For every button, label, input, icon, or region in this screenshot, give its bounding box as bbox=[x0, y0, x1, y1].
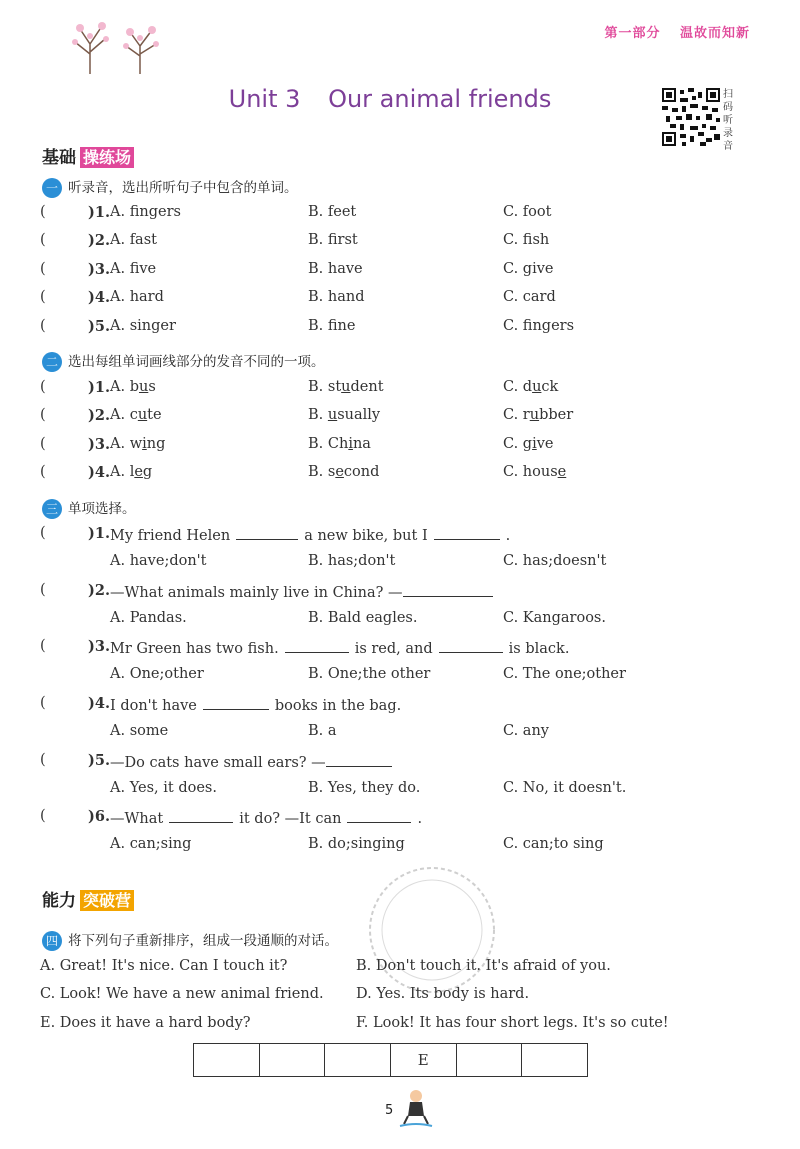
ability-label: 能力 bbox=[42, 891, 76, 911]
answer-paren[interactable]: ( bbox=[40, 379, 46, 395]
fill-blank[interactable] bbox=[347, 808, 411, 823]
answer-paren[interactable]: ( bbox=[40, 582, 46, 598]
answer-cell[interactable] bbox=[325, 1044, 391, 1077]
underlined-letters: u bbox=[532, 379, 542, 395]
part1-instruction-text: 听录音，选出所听句子中包含的单词。 bbox=[68, 180, 298, 196]
option-a: A. can;sing bbox=[110, 836, 192, 852]
answer-cell[interactable] bbox=[194, 1044, 260, 1077]
basic-highlight: 操练场 bbox=[80, 147, 134, 168]
unit-name: Our animal friends bbox=[328, 85, 552, 113]
option-a: A. have;don't bbox=[110, 553, 207, 569]
question-row bbox=[40, 582, 760, 606]
option-c: C. fingers bbox=[503, 318, 575, 334]
option-c: C. can;to sing bbox=[503, 836, 604, 852]
question-row bbox=[40, 695, 760, 719]
question-number: )4. bbox=[88, 464, 110, 481]
option-a: A. singer bbox=[110, 318, 176, 334]
fill-blank[interactable] bbox=[326, 752, 392, 767]
question-row bbox=[40, 318, 760, 342]
sentence-a: A. Great! It's nice. Can I touch it? bbox=[40, 958, 288, 974]
question-row bbox=[40, 808, 760, 832]
underlined-letters: i bbox=[532, 436, 537, 452]
question-number: )3. bbox=[88, 261, 110, 278]
answer-paren[interactable]: ( bbox=[40, 436, 46, 452]
answer-paren[interactable]: ( bbox=[40, 318, 46, 334]
question-row bbox=[40, 407, 760, 431]
option-c: C. give bbox=[503, 261, 554, 277]
options-row bbox=[40, 610, 760, 634]
part1-instruction bbox=[42, 176, 298, 198]
answer-table bbox=[193, 1043, 588, 1077]
answer-paren[interactable]: ( bbox=[40, 289, 46, 305]
question-number: )1. bbox=[88, 525, 110, 542]
options-row bbox=[40, 666, 760, 690]
option-a: A. cute bbox=[110, 407, 162, 423]
unit-label: Unit 3 bbox=[228, 85, 301, 113]
question-number: )4. bbox=[88, 289, 110, 306]
answer-paren[interactable]: ( bbox=[40, 232, 46, 248]
fill-blank[interactable] bbox=[169, 808, 233, 823]
question-row bbox=[40, 379, 760, 403]
stamp-watermark bbox=[362, 860, 502, 1000]
sentence-c: C. Look! We have a new animal friend. bbox=[40, 986, 324, 1002]
option-c: C. fish bbox=[503, 232, 550, 248]
answer-paren[interactable]: ( bbox=[40, 638, 46, 654]
underlined-letters: u bbox=[341, 379, 351, 395]
fill-blank[interactable] bbox=[285, 638, 349, 653]
underlined-letters: u bbox=[138, 379, 149, 395]
option-b: B. have bbox=[308, 261, 363, 277]
question-number: )4. bbox=[88, 695, 110, 712]
option-b: B. first bbox=[308, 232, 358, 248]
header-section bbox=[590, 22, 750, 41]
question-row bbox=[40, 289, 760, 313]
answer-cell[interactable] bbox=[259, 1044, 325, 1077]
question-number: )2. bbox=[88, 582, 110, 599]
sentence-b: B. Don't touch it. It's afraid of you. bbox=[356, 958, 611, 974]
option-a: A. One;other bbox=[110, 666, 204, 682]
option-c: C. duck bbox=[503, 379, 559, 395]
options-row bbox=[40, 836, 760, 860]
underlined-letters: u bbox=[137, 407, 148, 423]
part1-badge: 一 bbox=[42, 178, 62, 198]
question-stem: I don't have books in the bag. bbox=[110, 695, 401, 714]
option-a: A. wing bbox=[110, 436, 166, 452]
sentence-e: E. Does it have a hard body? bbox=[40, 1015, 251, 1031]
answer-paren[interactable]: ( bbox=[40, 407, 46, 423]
underlined-letters: i bbox=[348, 436, 353, 452]
question-stem: —What it do? —It can . bbox=[110, 808, 422, 827]
ability-section-heading bbox=[42, 886, 134, 911]
part2-instruction-text: 选出每组单词画线部分的发音不同的一项。 bbox=[68, 354, 325, 370]
option-a: A. leg bbox=[110, 464, 153, 480]
question-row bbox=[40, 261, 760, 285]
question-number: )5. bbox=[88, 318, 110, 335]
option-a: A. fast bbox=[110, 232, 157, 248]
question-row bbox=[40, 525, 760, 549]
answer-paren[interactable]: ( bbox=[40, 525, 46, 541]
option-b: B. second bbox=[308, 464, 380, 480]
answer-cell[interactable] bbox=[522, 1044, 588, 1077]
underlined-letters: i bbox=[142, 436, 147, 452]
option-a: A. hard bbox=[110, 289, 164, 305]
question-number: )3. bbox=[88, 436, 110, 453]
answer-paren[interactable]: ( bbox=[40, 695, 46, 711]
question-number: )6. bbox=[88, 808, 110, 825]
answer-paren[interactable]: ( bbox=[40, 261, 46, 277]
option-c: C. No, it doesn't. bbox=[503, 780, 627, 796]
question-number: )1. bbox=[88, 379, 110, 396]
option-b: B. do;singing bbox=[308, 836, 405, 852]
answer-cell[interactable] bbox=[456, 1044, 522, 1077]
option-a: A. five bbox=[110, 261, 157, 277]
trees-illustration bbox=[60, 14, 170, 76]
part4-instruction bbox=[42, 929, 338, 951]
part2-badge: 二 bbox=[42, 352, 62, 372]
header-part: 第一部分 bbox=[604, 26, 661, 41]
option-b: B. student bbox=[308, 379, 384, 395]
option-b: B. has;don't bbox=[308, 553, 396, 569]
option-c: C. card bbox=[503, 289, 556, 305]
page-number: 5 bbox=[385, 1103, 394, 1118]
option-c: C. any bbox=[503, 723, 549, 739]
underlined-letters: e bbox=[335, 464, 344, 480]
option-c: C. house bbox=[503, 464, 567, 480]
option-c: C. The one;other bbox=[503, 666, 626, 682]
option-c: C. Kangaroos. bbox=[503, 610, 606, 626]
sentence-d: D. Yes. Its body is hard. bbox=[356, 986, 530, 1002]
options-row bbox=[40, 723, 760, 747]
sentence-f: F. Look! It has four short legs. It's so cute! bbox=[356, 1015, 669, 1031]
part4-instruction-text: 将下列句子重新排序，组成一段通顺的对话。 bbox=[68, 933, 338, 949]
header-section-name: 温故而知新 bbox=[679, 26, 750, 41]
underlined-letters: u bbox=[327, 407, 338, 423]
option-b: B. usually bbox=[308, 407, 381, 423]
option-c: C. give bbox=[503, 436, 554, 452]
answer-paren[interactable]: ( bbox=[40, 808, 46, 824]
fill-blank[interactable] bbox=[434, 525, 500, 540]
option-c: C. has;doesn't bbox=[503, 553, 607, 569]
option-b: B. a bbox=[308, 723, 337, 739]
part3-instruction bbox=[42, 497, 136, 519]
qr-label: 扫码听录音 bbox=[723, 89, 733, 152]
option-b: B. Bald eagles. bbox=[308, 610, 418, 626]
question-stem: My friend Helen a new bike, but I . bbox=[110, 525, 510, 544]
option-c: C. foot bbox=[503, 204, 552, 220]
question-number: )2. bbox=[88, 232, 110, 249]
question-number: )3. bbox=[88, 638, 110, 655]
underlined-letters: u bbox=[529, 407, 540, 423]
part4-badge: 四 bbox=[42, 931, 62, 951]
question-stem: —What animals mainly live in China? — bbox=[110, 582, 493, 601]
option-a: A. Yes, it does. bbox=[110, 780, 217, 796]
question-row bbox=[40, 464, 760, 488]
underlined-letters: e bbox=[557, 464, 567, 480]
option-b: B. One;the other bbox=[308, 666, 431, 682]
option-a: A. bus bbox=[110, 379, 156, 395]
answer-paren[interactable]: ( bbox=[40, 752, 46, 768]
question-row bbox=[40, 204, 760, 228]
underlined-letters: e bbox=[134, 464, 143, 480]
option-b: B. hand bbox=[308, 289, 365, 305]
question-row bbox=[40, 752, 760, 776]
option-b: B. China bbox=[308, 436, 371, 452]
basic-section-heading bbox=[42, 143, 134, 168]
options-row bbox=[40, 780, 760, 804]
question-row bbox=[40, 232, 760, 256]
ability-highlight: 突破营 bbox=[80, 890, 134, 911]
option-a: A. fingers bbox=[110, 204, 181, 220]
option-b: B. fine bbox=[308, 318, 356, 334]
answer-paren[interactable]: ( bbox=[40, 464, 46, 480]
qr-code-icon bbox=[662, 88, 720, 146]
fill-blank[interactable] bbox=[203, 695, 269, 710]
option-b: B. feet bbox=[308, 204, 357, 220]
question-stem: Mr Green has two fish. is red, and is black. bbox=[110, 638, 569, 657]
option-a: A. Pandas. bbox=[110, 610, 187, 626]
skater-mascot-icon bbox=[398, 1088, 434, 1128]
question-row bbox=[40, 638, 760, 662]
question-number: )1. bbox=[88, 204, 110, 221]
fill-blank[interactable] bbox=[403, 582, 493, 597]
question-row bbox=[40, 436, 760, 460]
question-number: )5. bbox=[88, 752, 110, 769]
option-a: A. some bbox=[110, 723, 169, 739]
question-stem: —Do cats have small ears? — bbox=[110, 752, 392, 771]
basic-label: 基础 bbox=[42, 148, 76, 168]
part3-badge: 三 bbox=[42, 499, 62, 519]
fill-blank[interactable] bbox=[236, 525, 298, 540]
option-c: C. rubber bbox=[503, 407, 574, 423]
answer-cell[interactable]: E bbox=[390, 1044, 456, 1077]
question-number: )2. bbox=[88, 407, 110, 424]
part2-instruction bbox=[42, 350, 325, 372]
fill-blank[interactable] bbox=[439, 638, 503, 653]
answer-paren[interactable]: ( bbox=[40, 204, 46, 220]
option-b: B. Yes, they do. bbox=[308, 780, 421, 796]
options-row bbox=[40, 553, 760, 577]
part3-instruction-text: 单项选择。 bbox=[68, 501, 136, 517]
